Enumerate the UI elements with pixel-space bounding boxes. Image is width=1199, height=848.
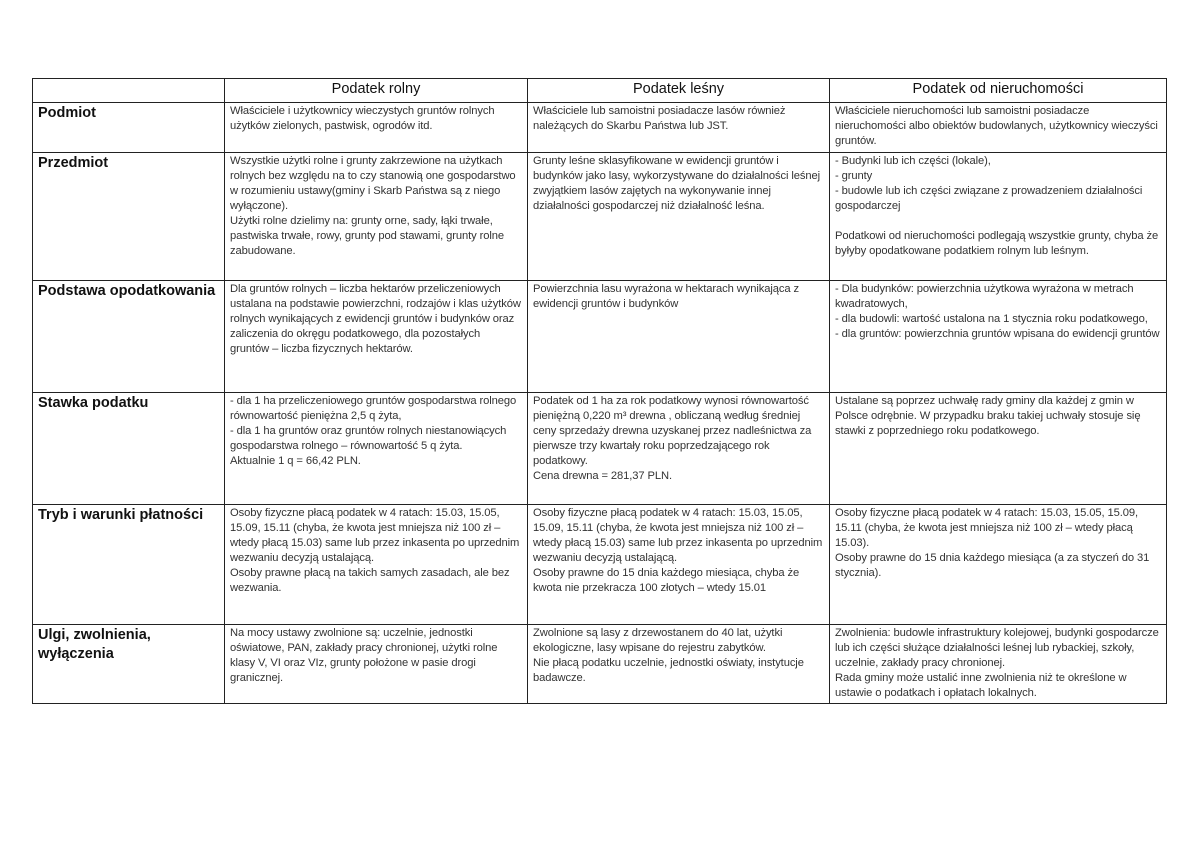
table-cell: Powierzchnia lasu wyrażona w hektarach wynikająca z ewidencji gruntów i budynków — [528, 281, 830, 393]
table-cell: Podatek od 1 ha za rok podatkowy wynosi równowartość pieniężną 0,220 m³ drewna , obliczaną według średniej ceny sprzedaży drewna uzyskanej przez nadleśnictwa za pierwsze trzy kwartały roku poprzedzającego rok podatkowy. Cena drewna = 281,37 PLN. — [528, 393, 830, 505]
table-cell: Na mocy ustawy zwolnione są: uczelnie, jednostki oświatowe, PAN, zakłady pracy chronionej, użytki rolne klasy V, VI oraz VIz, grunty położone w pasie drogi granicznej. — [225, 625, 528, 704]
table-cell: - Dla budynków: powierzchnia użytkowa wyrażona w metrach kwadratowych, - dla budowli: wartość ustalona na 1 stycznia roku podatkowego, - dla gruntów: powierzchnia gruntów wpisana do ewidencji gruntów — [830, 281, 1167, 393]
table-row — [33, 393, 1167, 505]
table-cell: - dla 1 ha przeliczeniowego gruntów gospodarstwa rolnego równowartość pieniężna 2,5 q żyta, - dla 1 ha gruntów oraz gruntów rolnych niestanowiących gospodarstwa rolnego – równowartość 5 q żyta. Aktualnie 1 q = 66,42 PLN. — [225, 393, 528, 505]
table-cell: Zwolnienia: budowle infrastruktury kolejowej, budynki gospodarcze lub ich części służące działalności leśnej lub rybackiej, szkoły, uczelnie, zakłady pracy chronionej. Rada gminy może ustalić inne zwolnienia niż te określone w ustawie o podatkach i opłatach lokalnych. — [830, 625, 1167, 704]
table-row — [33, 505, 1167, 625]
row-label: Podmiot — [33, 103, 225, 153]
row-label: Przedmiot — [33, 153, 225, 281]
table-cell: Osoby fizyczne płacą podatek w 4 ratach: 15.03, 15.05, 15.09, 15.11 (chyba, że kwota jest mniejsza niż 100 zł – wtedy płacą 15.03) same lub przez inkasenta po uprzednim wezwaniu decyzją ustalającą. Osoby prawne płacą na takich samych zasadach, ale bez wezwania. — [225, 505, 528, 625]
header-agricultural-tax: Podatek rolny — [225, 79, 528, 103]
row-label: Podstawa opodatkowania — [33, 281, 225, 393]
table-cell: Osoby fizyczne płacą podatek w 4 ratach: 15.03, 15.05, 15.09, 15.11 (chyba, że kwota jest mniejsza niż 100 zł – wtedy płacą 15.03) same lub przez inkasenta po uprzednim wezwaniu decyzją ustalającą. Osoby prawne do 15 dnia każdego miesiąca, chyba że kwota nie przekracza 100 złotych – wtedy 15.01 — [528, 505, 830, 625]
header-corner — [33, 79, 225, 103]
table-row — [33, 625, 1167, 704]
table-cell: Właściciele lub samoistni posiadacze lasów również należących do Skarbu Państwa lub JST. — [528, 103, 830, 153]
table-cell: Osoby fizyczne płacą podatek w 4 ratach: 15.03, 15.05, 15.09, 15.11 (chyba, że kwota jest mniejsza niż 100 zł – wtedy płacą 15.03). Osoby prawne do 15 dnia każdego miesiąca (a za styczeń do 31 stycznia). — [830, 505, 1167, 625]
header-forest-tax: Podatek leśny — [528, 79, 830, 103]
table-row — [33, 153, 1167, 281]
table-cell: Ustalane są poprzez uchwałę rady gminy dla każdej z gmin w Polsce odrębnie. W przypadku braku takiej uchwały stosuje się stawki z poprzedniego roku podatkowego. — [830, 393, 1167, 505]
table-cell: Dla gruntów rolnych – liczba hektarów przeliczeniowych ustalana na podstawie powierzchni, rodzajów i klas użytków rolnych wynikających z ewidencji gruntów i budynków oraz zaliczenia do okręgu podatkowego, dla pozostałych gruntów – liczba fizycznych hektarów. — [225, 281, 528, 393]
table-row — [33, 103, 1167, 153]
row-label: Stawka podatku — [33, 393, 225, 505]
row-label: Tryb i warunki płatności — [33, 505, 225, 625]
table-cell: Właściciele i użytkownicy wieczystych gruntów rolnych użytków zielonych, pastwisk, ogrodów itd. — [225, 103, 528, 153]
header-row — [33, 79, 1167, 103]
table-cell: Zwolnione są lasy z drzewostanem do 40 lat, użytki ekologiczne, lasy wpisane do rejestru zabytków. Nie płacą podatku uczelnie, jednostki oświaty, instytucje badawcze. — [528, 625, 830, 704]
row-label: Ulgi, zwolnienia, wyłączenia — [33, 625, 225, 704]
table-cell: - Budynki lub ich części (lokale), - grunty - budowle lub ich części związane z prowadzeniem działalności gospodarczej Podatkowi od nieruchomości podlegają wszystkie grunty, chyba że byłyby opodatkowane podatkiem rolnym lub leśnym. — [830, 153, 1167, 281]
tax-comparison-table — [32, 78, 1167, 704]
table-cell: Wszystkie użytki rolne i grunty zakrzewione na użytkach rolnych bez względu na to czy stanowią one gospodarstwo w rozumieniu ustawy(gminy i Skarb Państwa są z niego wyłączone). Użytki rolne dzielimy na: grunty orne, sady, łąki trwałe, pastwiska trwałe, rowy, grunty pod stawami, grunty rolne zabudowane. — [225, 153, 528, 281]
table-cell: Grunty leśne sklasyfikowane w ewidencji gruntów i budynków jako lasy, wykorzystywane do działalności leśnej zwyjątkiem lasów zajętych na wykonywanie innej działalności gospodarczej niż działalność leśna. — [528, 153, 830, 281]
table-row — [33, 281, 1167, 393]
table-cell: Właściciele nieruchomości lub samoistni posiadacze nieruchomości albo obiektów budowlanych, użytkownicy wieczyści gruntów. — [830, 103, 1167, 153]
header-property-tax: Podatek od nieruchomości — [830, 79, 1167, 103]
